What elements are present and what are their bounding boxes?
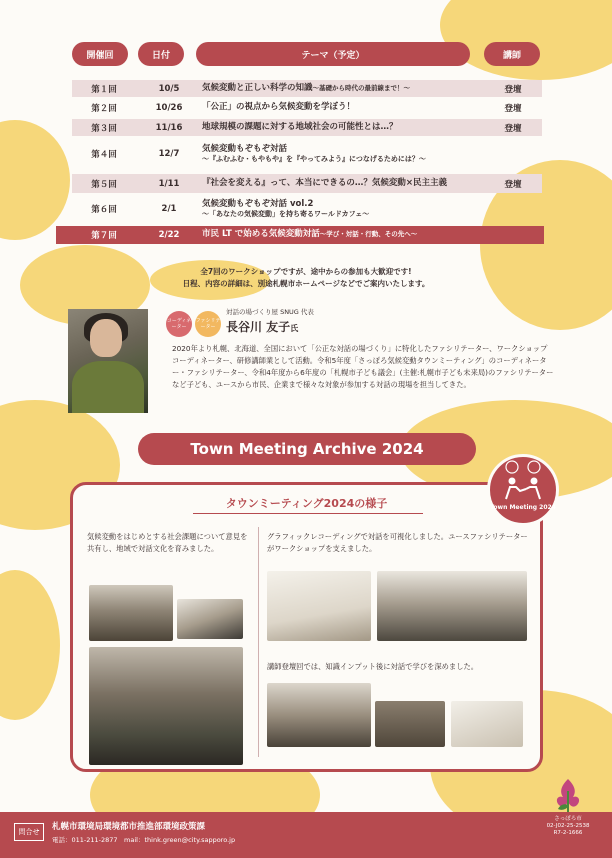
inquiry-tag: 問合せ (14, 823, 44, 841)
session-theme: 「公正」の視点から気候変動を学ぼう！ (202, 102, 356, 113)
header-session: 開催回 (72, 42, 128, 66)
notice-line: 日程、内容の詳細は、別途札幌市ホームページなどでご案内いたします。 (182, 279, 430, 288)
photo-youth-facilitator (377, 571, 527, 641)
facilitator-org: 対話の場づくり屋 SNUG 代表 (226, 308, 314, 316)
photo-lecture-1 (267, 683, 371, 747)
logo-label: Town Meeting 2024 (490, 504, 556, 511)
session-date: 1/11 (158, 178, 180, 189)
session-theme: 『社会を変える』って、本当にできるの…？気候変動×民主主義 (202, 177, 447, 188)
session-date: 2/22 (158, 230, 180, 240)
table-row (72, 174, 542, 193)
archive-title: Town Meeting Archive 2024 (138, 433, 476, 465)
table-row (72, 80, 542, 97)
photo-group-dialogue (89, 647, 243, 765)
footer (0, 812, 612, 858)
table-row-highlight (56, 226, 544, 244)
session-date: 2/1 (161, 204, 177, 214)
header-date: 日付 (138, 42, 184, 66)
photo-meeting-hall (89, 585, 173, 641)
session-no: 第２回 (91, 104, 117, 114)
session-date: 10/26 (155, 103, 183, 113)
facilitator-bio: 2020年より札幌、北海道、全国において「公正な対話の場づくり」に特化したファシリテーター、ワークショップコーディネーター、研修講師業として活動。令和5年度「さっぽろ気候変動タウンミーティング」のコーディネーター・ファシリテーター、令和4年度から6年度の「札幌市子ども議会」(主催:札幌市子ども未来局)のファシリテーターなど子ども、ユースから市民、企業まで様々な対象が参加する対話の現場を担当してきた。 (172, 344, 554, 390)
notice-line: 全7回のワークショップですが、途中からの参加も大歓迎です! (200, 267, 412, 276)
header-lecturer: 講師 (484, 42, 540, 66)
photo-presentation (177, 599, 243, 639)
photo-graphic-recording (267, 571, 371, 641)
archive-right-text-2: 講師登壇回では、知識インプット後に対話で学びを深めました。 (267, 662, 479, 671)
session-date: 10/5 (158, 83, 180, 94)
header-theme: テーマ（予定） (196, 42, 470, 66)
archive-left-text: 気候変動をはじめとする社会課題について意見を共有し、地域で対話文化を育みました。 (87, 532, 248, 554)
session-date: 11/16 (155, 122, 183, 133)
coordinator-badge: コーディネーター (166, 311, 192, 337)
dialogue-icon (490, 457, 556, 503)
table-row (72, 99, 542, 117)
session-theme: 市民 LT で始める気候変動対話～学び・対話・行動、その先へ～ (202, 229, 418, 240)
session-no: 第１回 (91, 84, 117, 95)
photo-lecture-3 (451, 701, 523, 747)
session-no: 第４回 (91, 150, 117, 160)
code-line: R7-2-1666 (553, 830, 583, 837)
table-row (72, 195, 542, 223)
session-lecturer: 登壇 (504, 104, 522, 114)
session-theme: 気候変動と正しい科学の知識～基礎から時代の最前線まで！～ (202, 82, 411, 93)
city-name: さっぽろ市 (554, 816, 582, 822)
column-divider (258, 527, 259, 757)
archive-subtitle: タウンミーティング2024の様子 (225, 497, 388, 510)
session-lecturer: 登壇 (504, 123, 522, 134)
session-theme: 気候変動もぞもぞ対話 vol.2 ～「あなたの気候変動」を持ち寄るワールドカフェ～ (202, 198, 370, 219)
session-no: 第３回 (91, 123, 117, 134)
subtitle-underline (193, 513, 423, 514)
archive-right-text: グラフィックレコーディングで対話を可視化しました。ユースファシリテーターがワークショップを支えました。 (267, 532, 528, 554)
session-no: 第５回 (91, 179, 117, 190)
sapporo-city-icon (547, 773, 589, 815)
code-line: 02-J02-25-2538 (546, 823, 590, 830)
session-no: 第６回 (91, 205, 117, 215)
table-row (72, 119, 542, 136)
department: 札幌市環境局環境都市推進部環境政策課 (52, 822, 206, 832)
facilitator-photo (68, 309, 148, 413)
session-lecturer: 登壇 (504, 84, 522, 95)
notice (0, 266, 612, 290)
footer-codes (532, 816, 604, 837)
session-date: 12/7 (158, 149, 180, 159)
session-theme: 地球規模の課題に対する地域社会の可能性とは…？ (202, 121, 398, 132)
session-lecturer: 登壇 (504, 179, 522, 190)
archive-box (70, 482, 543, 772)
session-theme: 気候変動もぞもぞ対話 ～『ふむふむ・もやもや』を『やってみよう』につなげるためには？～ (202, 143, 426, 164)
facilitator-name: 長谷川 友子氏 (226, 320, 299, 334)
contact-info[interactable]: 電話：011-211-2877 mail：think.green@city.sapporo.jp (52, 836, 236, 844)
facilitator-badge: ファシリテーター (195, 311, 221, 337)
town-meeting-logo (487, 454, 559, 526)
table-row (72, 138, 542, 170)
photo-lecture-2 (375, 701, 445, 747)
session-no: 第７回 (91, 231, 117, 241)
